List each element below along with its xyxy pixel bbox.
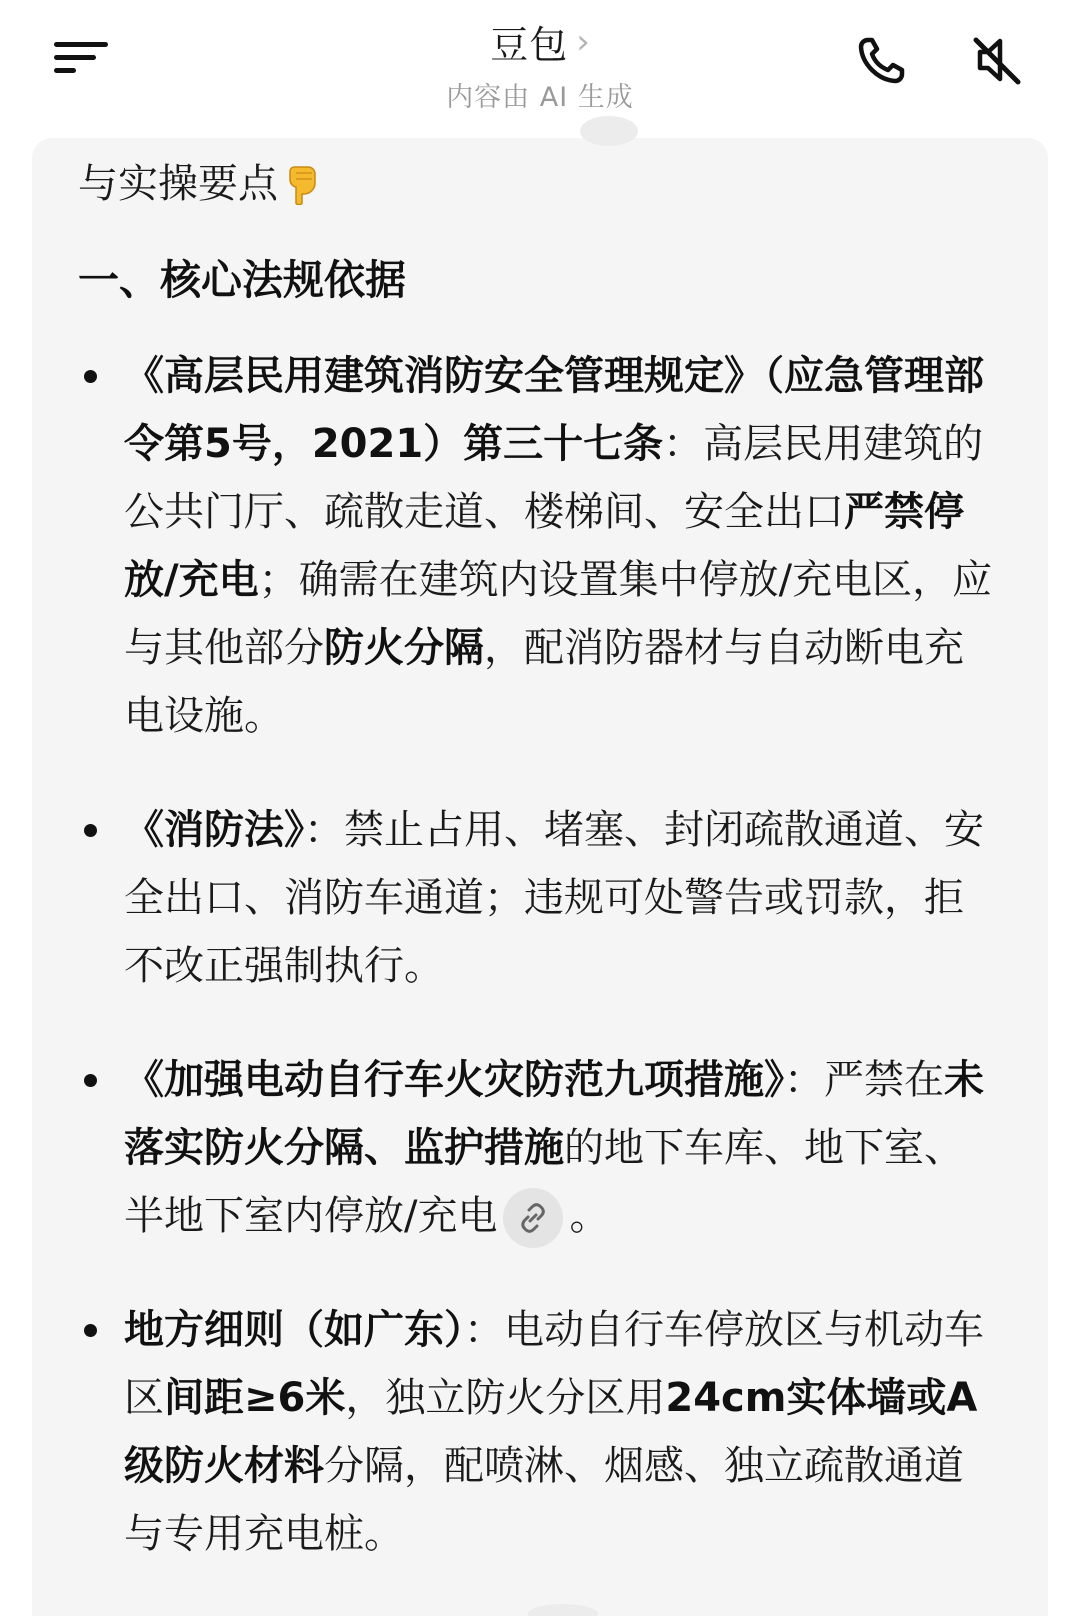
ai-disclaimer: 内容由 AI 生成: [446, 82, 634, 113]
item-emphasis: 间距≥6米: [164, 1375, 346, 1421]
regulation-title: 《消防法》: [124, 807, 304, 853]
list-item: [78, 1046, 998, 1250]
intro-line: [78, 156, 998, 212]
item-emphasis: 24cm实体墙或A级防火材料: [124, 1375, 978, 1489]
bullet-icon: [84, 370, 97, 383]
pointing-down-emoji-icon: [282, 161, 326, 205]
bullet-icon: [84, 1074, 97, 1087]
item-text: ：高层民用建筑的公共门厅、疏散走道、楼梯间、安全出口: [124, 421, 984, 535]
item-text: ：禁止占用、堵塞、封闭疏散通道、安全出口、消防车通道；违规可处警告或罚款，拒不改正强制执行。: [124, 807, 984, 989]
bot-name: 豆包: [490, 23, 569, 67]
chat-title-area: [0, 14, 1080, 114]
item-text: 分隔，配喷淋、烟感、独立疏散通道与专用充电桩。: [124, 1443, 964, 1557]
item-text: ，独立防火分区用: [345, 1375, 666, 1421]
regulation-title: 《加强电动自行车火灾防范九项措施》: [124, 1057, 784, 1103]
item-text: ：严禁在: [784, 1057, 944, 1103]
chat-message-card: [32, 138, 1048, 1616]
speaker-muted-icon[interactable]: [966, 30, 1026, 90]
item-emphasis: 严禁停放/充电: [124, 489, 964, 603]
bullet-icon: [84, 824, 97, 837]
list-item: [78, 1296, 998, 1568]
bot-title-button[interactable]: [490, 14, 590, 69]
item-text: ，配消防器材与自动断电充电设施。: [124, 625, 964, 739]
item-emphasis: 未落实防火分隔、监护措施: [124, 1057, 984, 1171]
item-text: 的地下车库、地下室、半地下室内停放/充电: [124, 1125, 964, 1239]
regulation-title: 地方细则（如广东）: [124, 1307, 464, 1353]
section-heading: 一、核心法规依据: [78, 256, 406, 304]
chevron-right-icon: ›: [576, 21, 590, 62]
list-item: [78, 342, 998, 750]
link-icon[interactable]: [503, 1188, 563, 1248]
item-text: 。: [569, 1193, 610, 1239]
intro-text: 与实操要点: [78, 161, 278, 207]
bullet-icon: [84, 1324, 97, 1337]
item-text: ；确需在建筑内设置集中停放/充电区，应与其他部分: [124, 557, 993, 671]
top-bar: [0, 0, 1080, 128]
message-content: [78, 156, 998, 1614]
item-text: ：电动自行车停放区与机动车区: [124, 1307, 984, 1421]
regulation-list: [78, 342, 998, 1568]
scroll-handle[interactable]: [580, 116, 638, 146]
list-item: [78, 796, 998, 1000]
regulation-title: 《高层民用建筑消防安全管理规定》（应急管理部令第5号，2021）第三十七条: [124, 353, 984, 467]
phone-icon[interactable]: [852, 30, 912, 90]
item-emphasis: 防火分隔: [324, 625, 484, 671]
